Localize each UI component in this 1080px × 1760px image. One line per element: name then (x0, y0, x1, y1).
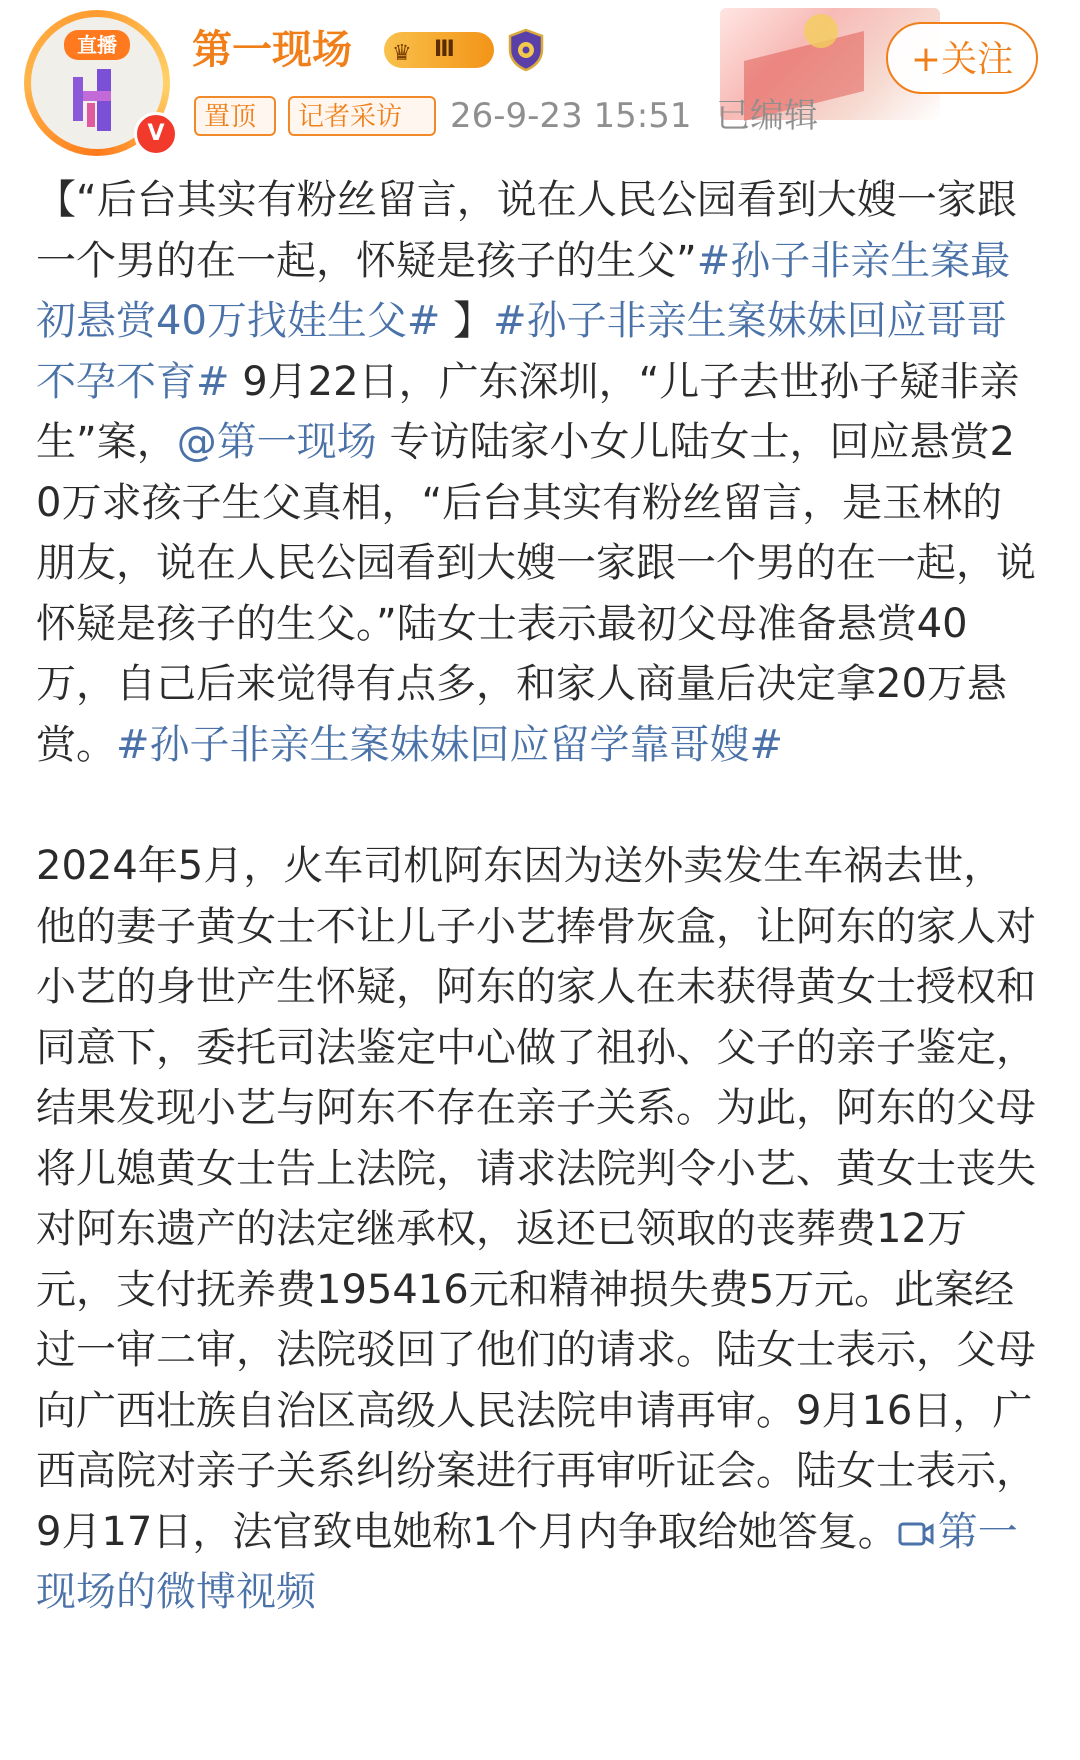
hashtag-link[interactable]: #孙子非亲生案妹妹回应哥哥不孕不育# (36, 298, 1007, 405)
crown-icon: ♛ (392, 41, 412, 66)
post-paragraph-1 (36, 170, 1036, 775)
post-timestamp: 26-9-23 15:51 (450, 96, 692, 136)
avatar[interactable] (24, 10, 170, 156)
pinned-tag: 置顶 (194, 96, 276, 136)
hashtag-link[interactable]: #孙子非亲生案妹妹回应留学靠哥嫂# (116, 721, 784, 768)
edited-label[interactable]: 已编辑 (716, 96, 818, 136)
video-icon (898, 1520, 934, 1548)
video-link-label[interactable]: 第一现场的微博视频 (36, 1508, 1018, 1615)
live-badge: 直播 (64, 30, 130, 60)
post-text: 【“后台其实有粉丝留言，说在人民公园看到大嫂一家跟一个男的在一起，怀疑是孩子的生父” (36, 177, 1017, 284)
channel-logo-icon (57, 51, 137, 141)
hashtag-link[interactable]: #孙子非亲生案最初悬赏40万找娃生父# (36, 237, 1011, 344)
post-text: 9月22日，广东深圳，“儿子去世孙子疑非亲生”案， (36, 358, 1020, 465)
post-paragraph-2 (36, 836, 1036, 1623)
verified-icon: V (134, 112, 178, 156)
level-label: Ⅲ (434, 37, 455, 62)
level-badge[interactable] (384, 32, 494, 68)
follow-button[interactable]: +关注 (886, 22, 1038, 94)
post-header (0, 0, 1080, 160)
post-text: 专访陆家小女儿陆女士，回应悬赏20万求孩子生父真相，“后台其实有粉丝留言，是玉林的朋友，说在人民公园看到大嫂一家跟一个男的在一起，说怀疑是孩子的生父。”陆女士表示最初父母准备悬赏40万，自己后来觉得有点多，和家人商量后决定拿20万悬赏。 (36, 419, 1036, 768)
mention-link[interactable]: @第一现场 (176, 419, 377, 465)
username[interactable]: 第一现场 (192, 27, 352, 73)
reporter-interview-tag[interactable]: 记者采访 (288, 96, 436, 136)
emblem-decoration (804, 14, 838, 48)
post-text: 2024年5月，火车司机阿东因为送外卖发生车祸去世，他的妻子黄女士不让儿子小艺捧骨灰盒，让阿东的家人对小艺的身世产生怀疑，阿东的家人在未获得黄女士授权和同意下，委托司法鉴定中心做了祖孙、父子的亲子鉴定，结果发现小艺与阿东不存在亲子关系。为此，阿东的父母将儿媳黄女士告上法院，请求法院判令小艺、黄女士丧失对阿东遗产的法定继承权，返还已领取的丧葬费12万元，支付抚养费195416元和精神损失费5万元。此案经过一审二审，法院驳回了他们的请求。陆女士表示，父母向广西壮族自治区高级人民法院申请再审。9月16日，广西高院对亲子关系纠纷案进行再审听证会。陆女士表示，9月17日，法官致电她称1个月内争取给她答复。 (36, 843, 1036, 1555)
post-text: 】 (440, 298, 494, 344)
post-content (36, 170, 1036, 1623)
paragraph-gap (36, 775, 1036, 836)
shield-badge-icon[interactable] (506, 28, 546, 72)
